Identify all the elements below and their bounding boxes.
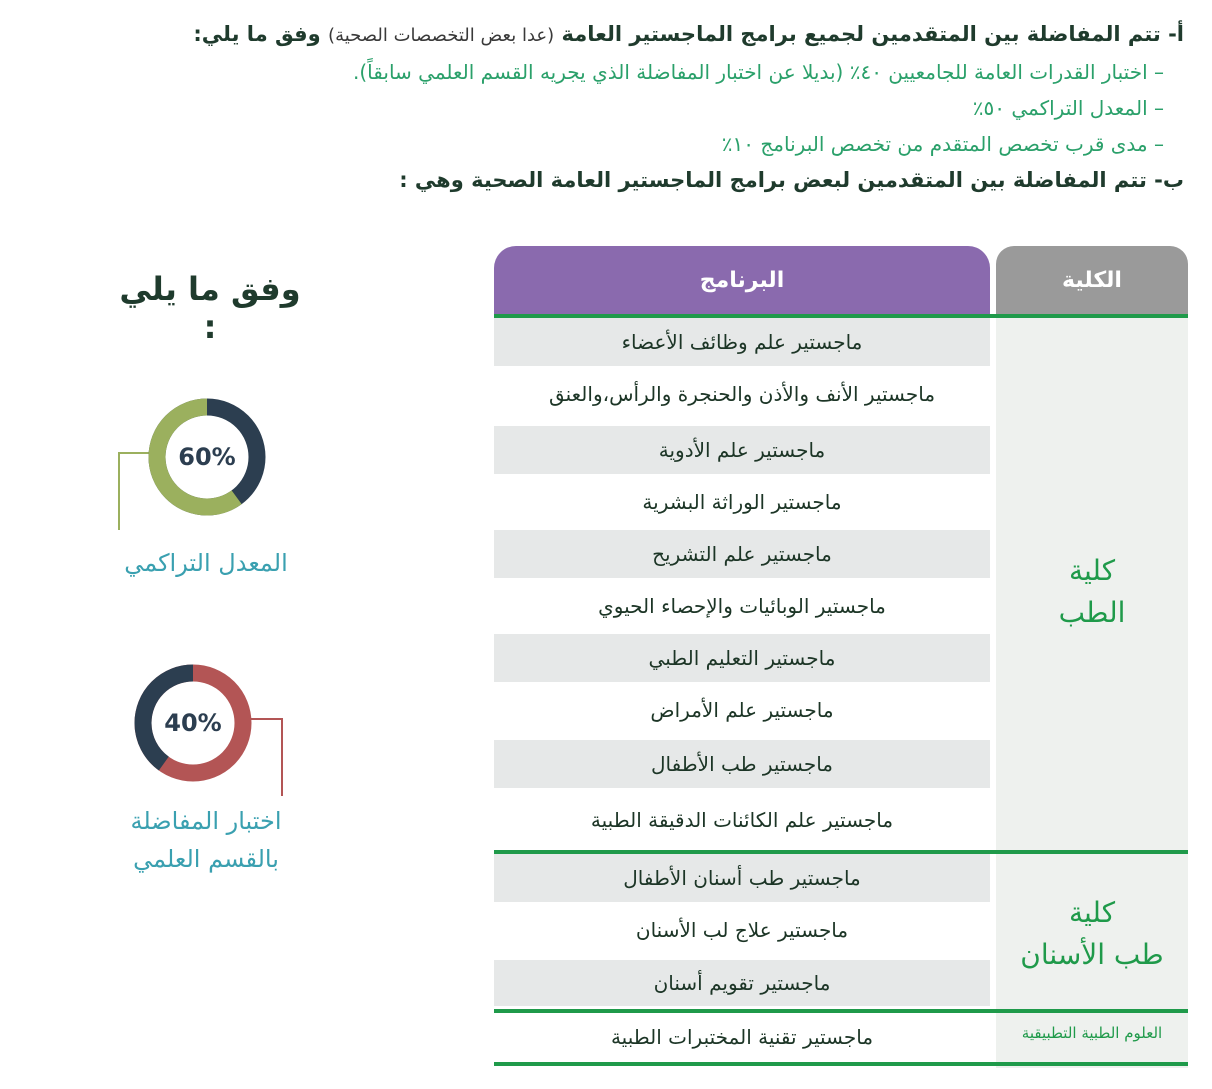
table-row: ماجستير علم الكائنات الدقيقة الطبية	[590, 808, 894, 832]
donut-caption: اختبار المفاضلة بالقسم العلمي	[130, 807, 282, 873]
table-row: ماجستير الأنف والأذن والحنجرة والرأس،والعنق	[548, 382, 936, 406]
table-row: ماجستير طب أسنان الأطفال	[494, 854, 990, 902]
table-row: ماجستير تقنية المختبرات الطبية	[610, 1025, 874, 1049]
donut-percent: 40%	[164, 709, 222, 737]
donut-percent: 60%	[178, 443, 236, 471]
intro-a-main: أ- تتم المفاضلة بين المتقدمين لجميع برامج الماجستير العامة	[561, 22, 1184, 46]
aside-title: وفق ما يلي :	[119, 270, 301, 346]
college-name-line: كلية	[1068, 554, 1116, 587]
table-row: ماجستير علم الأمراض	[650, 698, 834, 722]
table-row: ماجستير طب الأطفال	[494, 740, 990, 788]
intro-a-tail: وفق ما يلي:	[193, 22, 321, 46]
intro-b-line: ب- تتم المفاضلة بين المتقدمين لبعض برامج الماجستير العامة الصحية وهي :	[399, 168, 1184, 192]
programs-table	[494, 246, 1188, 1068]
intro-item: – اختبار القدرات العامة للجامعيين ٤٠٪ (بديلا عن اختبار المفاضلة الذي يجريه القسم العلمي سابقاً).	[353, 60, 1164, 84]
college-header: الكلية	[996, 246, 1188, 314]
table-row: ماجستير علاج لب الأسنان	[635, 918, 849, 942]
college-name-line: الطب	[1058, 596, 1126, 629]
intro-section	[14, 16, 1184, 198]
intro-item: – مدى قرب تخصص المتقدم من تخصص البرنامج ١٠٪	[721, 132, 1164, 156]
table-row: ماجستير الوبائيات والإحصاء الحيوي	[598, 594, 886, 618]
table-row: ماجستير علم وظائف الأعضاء	[494, 318, 990, 366]
college-name-medicine	[996, 550, 1188, 634]
program-header: البرنامج	[494, 246, 990, 314]
donut-entrance-test	[133, 663, 253, 783]
table-row: ماجستير الوراثة البشرية	[642, 490, 842, 514]
intro-a-note: (عدا بعض التخصصات الصحية)	[328, 25, 555, 46]
college-name-line: كلية	[1068, 896, 1116, 929]
college-name-applied-sciences: العلوم الطبية التطبيقية	[1021, 1024, 1163, 1042]
table-row: ماجستير التعليم الطبي	[494, 634, 990, 682]
divider	[494, 1009, 1188, 1013]
intro-a-line	[14, 16, 1184, 54]
college-name-line: طب الأسنان	[1020, 938, 1164, 971]
table-row: ماجستير تقويم أسنان	[494, 960, 990, 1006]
divider	[494, 1062, 1188, 1066]
intro-item: – المعدل التراكمي ٥٠٪	[972, 96, 1164, 120]
donut-gpa	[147, 397, 267, 517]
table-row: ماجستير علم التشريح	[494, 530, 990, 578]
donut-caption: المعدل التراكمي	[124, 549, 288, 577]
college-name-dentistry	[996, 892, 1188, 976]
table-row: ماجستير علم الأدوية	[494, 426, 990, 474]
